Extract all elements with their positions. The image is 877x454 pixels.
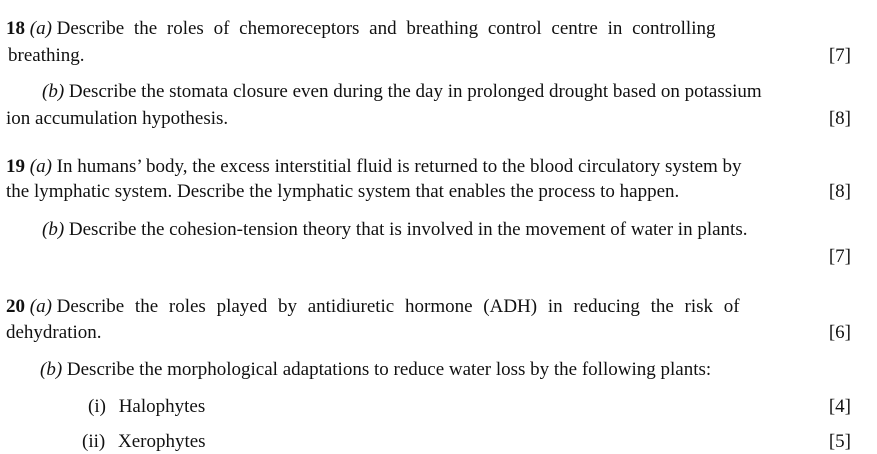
marks-label: [7]: [828, 246, 851, 267]
q18a-line2: breathing.: [8, 45, 85, 66]
subpart-ii: [82, 431, 206, 453]
question-text: Describe the stomata closure even during the day in prolonged drought based on potassium: [68, 81, 762, 102]
question-text: Describe the morphological adaptations to reduce water loss by the following plants:: [66, 359, 712, 380]
q19a-line2: the lymphatic system. Describe the lymphatic system that enables the process to happen.: [6, 181, 680, 202]
subpart-label: (i): [88, 396, 106, 417]
marks-label: [7]: [828, 45, 851, 66]
subpart-i: [88, 396, 205, 418]
marks-label: [4]: [828, 396, 851, 417]
question-number: 19: [6, 156, 25, 177]
q18a-line1: [6, 18, 850, 40]
part-label: (a): [29, 18, 52, 39]
q20a-line1: [6, 296, 850, 318]
question-text: Describe the roles played by antidiuretic hormone (ADH) in reducing the risk of: [56, 296, 740, 317]
marks-label: [8]: [828, 108, 851, 129]
marks-label: [8]: [828, 181, 851, 202]
q20b-line1: [40, 359, 711, 381]
q19a-line1: [6, 156, 742, 178]
part-label: (b): [42, 219, 65, 240]
part-label: (a): [29, 296, 52, 317]
question-number: 20: [6, 296, 25, 317]
subpart-text: Xerophytes: [117, 431, 206, 452]
question-text: Describe the roles of chemoreceptors and breathing control centre in controlling: [56, 18, 716, 39]
q18b-line1: [42, 81, 762, 103]
part-label: (a): [29, 156, 52, 177]
subpart-text: Halophytes: [118, 396, 206, 417]
question-text: In humans’ body, the excess interstitial fluid is returned to the blood circulatory system by: [56, 156, 742, 177]
q19b-line1: [42, 219, 747, 241]
question-text: Describe the cohesion-tension theory that is involved in the movement of water in plants.: [68, 219, 748, 240]
question-number: 18: [6, 18, 25, 39]
marks-label: [6]: [828, 322, 851, 343]
q20a-line2: dehydration.: [6, 322, 102, 343]
q18b-line2: ion accumulation hypothesis.: [6, 108, 229, 129]
part-label: (b): [42, 81, 65, 102]
subpart-label: (ii): [82, 431, 106, 452]
marks-label: [5]: [828, 431, 851, 452]
part-label: (b): [40, 359, 63, 380]
